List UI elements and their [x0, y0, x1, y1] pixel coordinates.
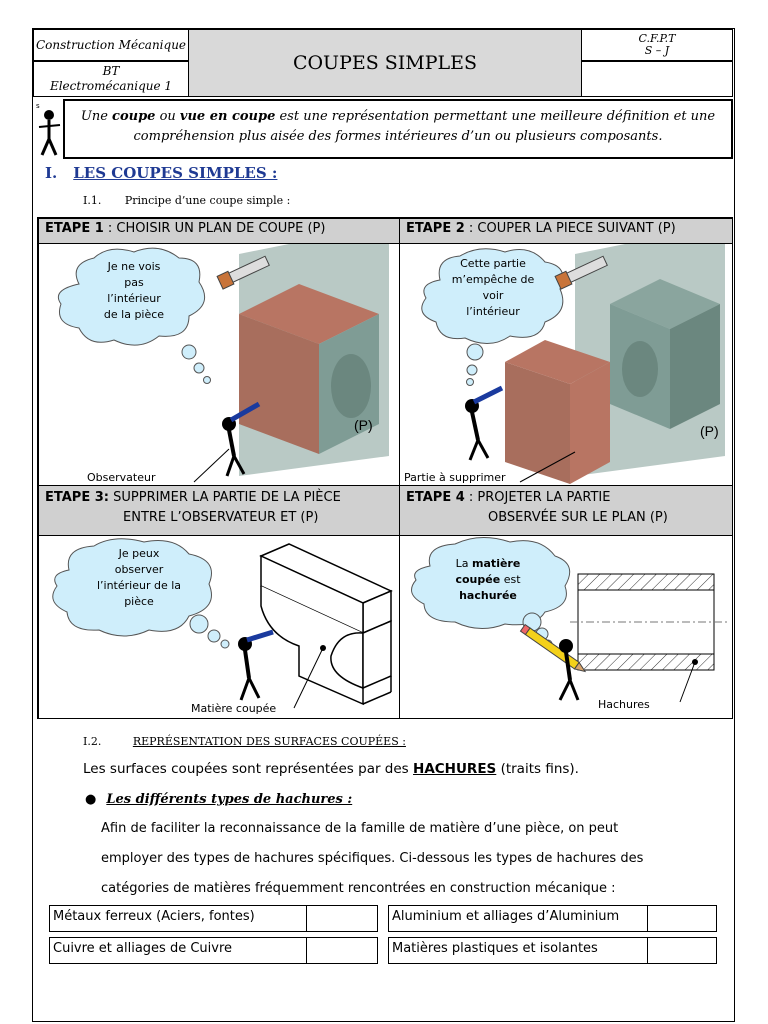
stick-figure-icon — [36, 101, 62, 159]
cloud-line: Cette partie — [460, 257, 526, 270]
material-cell: Métaux ferreux (Aciers, fontes) — [49, 905, 307, 932]
step-3-cloud-text — [74, 546, 204, 610]
plane-label: (P) — [354, 417, 373, 433]
observer-figure — [238, 632, 273, 700]
subsection-1-title: Principe d’une coupe simple : — [124, 194, 291, 207]
para-line-3: catégories de matières fréquemment rencontrées en construction mécanique : — [101, 881, 616, 896]
intro-text-1: Une — [80, 109, 113, 124]
step-4-text-2: OBSERVÉE SUR LE PLAN (P) — [488, 510, 668, 525]
class-cell — [33, 61, 189, 97]
step-3-panel — [38, 485, 400, 719]
step-4-label: ETAPE 4 — [406, 490, 465, 505]
step-1-label: ETAPE 1 — [45, 221, 104, 236]
plane-label: (P) — [700, 423, 719, 439]
hatch-sample-cell — [306, 905, 378, 932]
cloud-bold: hachurée — [459, 589, 517, 602]
bullet-text: Les différents types de hachures : — [106, 792, 353, 807]
cloud-line: observer — [114, 563, 164, 576]
material-cell: Matières plastiques et isolantes — [388, 937, 648, 964]
cloud-line: m’empêche de — [451, 273, 535, 286]
subsection-1-number: I.1. — [83, 194, 102, 207]
hatch-sample-cell — [647, 905, 717, 932]
step-1-text: : CHOISIR UN PLAN DE COUPE (P) — [103, 221, 326, 236]
hatch-sample-cell — [306, 937, 378, 964]
observer-figure — [465, 388, 502, 460]
material-cell: Aluminium et alliages d’Aluminium — [388, 905, 648, 932]
bullet-heading — [85, 792, 352, 807]
section-number: I. — [45, 164, 58, 182]
cloud-line: l’intérieur — [466, 305, 520, 318]
subsection-1 — [83, 194, 290, 207]
course-name: Construction Mécanique — [35, 38, 187, 52]
step-4-header — [400, 486, 732, 536]
step-4-caption: Hachures — [598, 698, 650, 711]
cloud-line: pas — [124, 276, 144, 289]
header-table — [33, 29, 733, 97]
org-line2: S – J — [644, 44, 670, 57]
cloud-bold: matière — [472, 557, 521, 570]
subsection-2-title: REPRÉSENTATION DES SURFACES COUPÉES : — [132, 735, 406, 748]
para-line-2: employer des types de hachures spécifiques. Ci-dessous les types de hachures des — [101, 851, 644, 866]
step-3-text-2: ENTRE L’OBSERVATEUR ET (P) — [123, 510, 319, 525]
step-2-label: ETAPE 2 — [406, 221, 465, 236]
course-cell — [33, 29, 189, 61]
cut-part-drawing — [261, 544, 391, 704]
document-page — [32, 28, 735, 1022]
step-2-header — [400, 219, 732, 244]
para-hachures — [83, 761, 579, 777]
para-bold: HACHURES — [413, 761, 497, 777]
step-3-header — [39, 486, 399, 536]
step-2-text: : COUPER LA PIECE SUIVANT (P) — [464, 221, 676, 236]
cloud-line: de la pièce — [103, 308, 165, 321]
hatched-section — [570, 574, 728, 670]
step-1-header — [39, 219, 399, 244]
subsection-2-number: I.2. — [83, 735, 102, 748]
page-title: COUPES SIMPLES — [188, 29, 582, 97]
svg-text:s: s — [36, 102, 40, 110]
steps-grid — [37, 217, 733, 719]
cloud-line: voir — [482, 289, 504, 302]
material-cell: Cuivre et alliages de Cuivre — [49, 937, 307, 964]
step-2-panel — [399, 218, 733, 486]
org-line1: C.F.P.T — [638, 32, 676, 45]
cloud-line: Je peux — [118, 547, 160, 560]
step-1-cloud-text — [84, 259, 184, 323]
step-2-caption: Partie à supprimer — [404, 471, 506, 484]
step-4-text: : PROJETER LA PARTIE — [464, 490, 611, 505]
para-text: (traits fins). — [496, 761, 579, 777]
step-3-label: ETAPE 3: — [45, 490, 109, 505]
org-cell — [581, 29, 733, 61]
step-2-cloud-text — [438, 256, 548, 320]
intro-box — [63, 99, 733, 159]
hatch-sample-cell — [647, 937, 717, 964]
step-1-panel — [38, 218, 400, 486]
section-heading — [45, 164, 277, 182]
pencil-icon — [520, 625, 587, 675]
step-3-caption: Matière coupée — [191, 702, 277, 715]
section-title: LES COUPES SIMPLES : — [73, 164, 278, 182]
cloud-line: Je ne vois — [107, 260, 161, 273]
class-line2: Electromécanique 1 — [49, 79, 173, 93]
cloud-line: pièce — [124, 595, 154, 608]
cloud-line: l’intérieur — [107, 292, 161, 305]
step-4-cloud-text — [428, 556, 548, 604]
cloud-text: La — [455, 557, 473, 570]
step-4-panel — [399, 485, 733, 719]
intro-text-2: ou — [155, 109, 180, 124]
para-line-1: Afin de faciliter la reconnaissance de la famille de matière d’une pièce, on peut — [101, 821, 619, 836]
para-text: Les surfaces coupées sont représentées par des — [83, 761, 414, 777]
empty-cell — [581, 61, 733, 97]
cloud-bold: coupée — [455, 573, 501, 586]
subsection-2 — [83, 735, 406, 748]
cloud-line: l’intérieur de la — [96, 579, 182, 592]
step-1-caption: Observateur — [87, 471, 156, 484]
intro-bold-2: vue en coupe — [179, 109, 276, 124]
step-3-text: SUPPRIMER LA PARTIE DE LA PIÈCE — [108, 490, 341, 505]
intro-bold-1: coupe — [112, 109, 156, 124]
bullet-dot-icon: ● — [85, 792, 97, 807]
class-line1: BT — [102, 64, 120, 78]
intro-text-3: est une représentation permettant une meilleure définition et une compréhension plus aisée des formes intérieures d’un ou plusieurs composants. — [133, 109, 716, 144]
cloud-text: est — [500, 573, 521, 586]
